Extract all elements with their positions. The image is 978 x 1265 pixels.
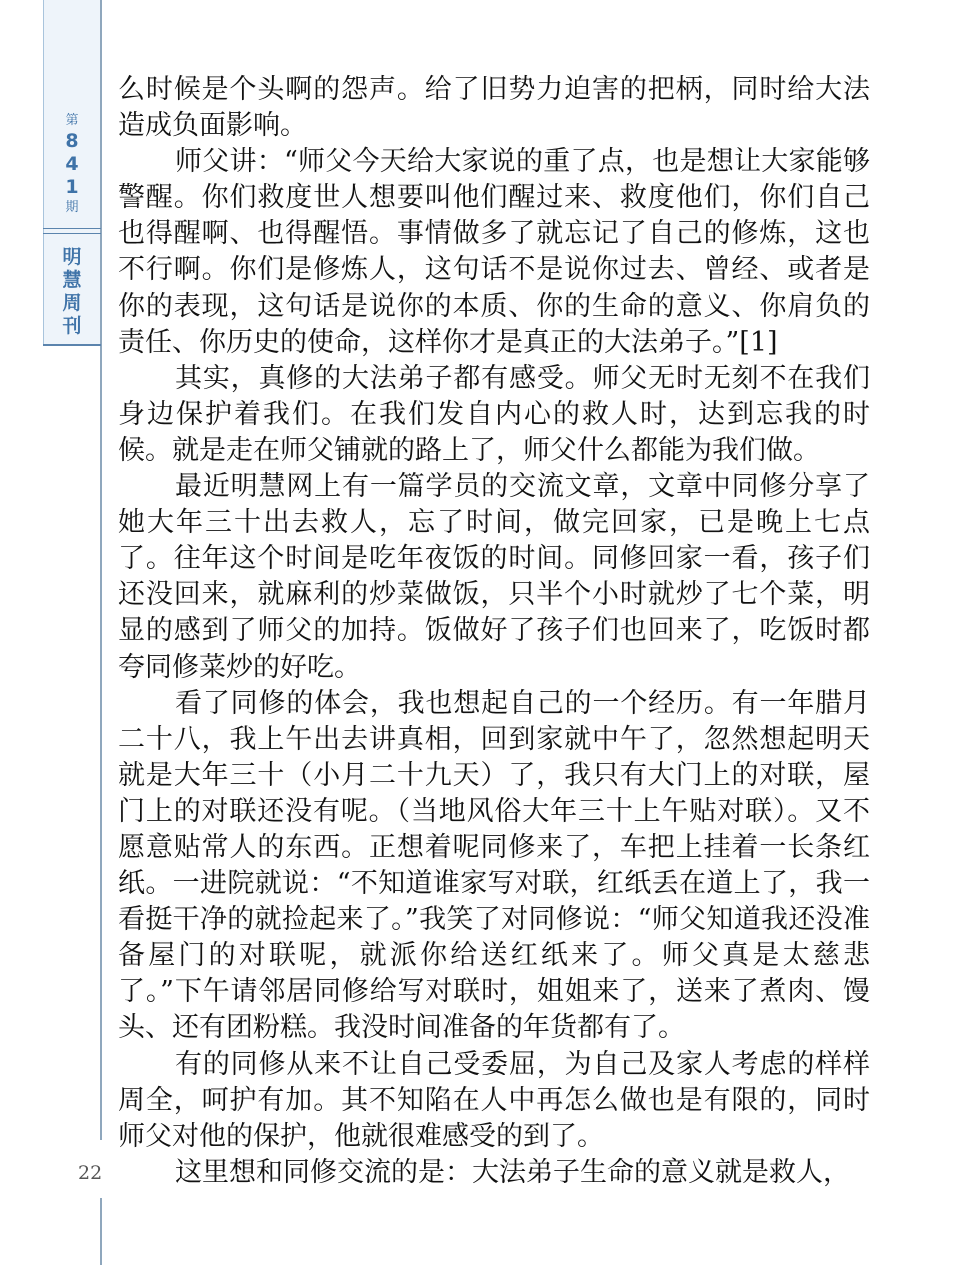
paragraph: 看了同修的体会，我也想起自己的一个经历。有一年腊月二十八，我上午出去讲真相，回到家就中午了，忽然想起明天就是大年三十（小月二十九天）了，我只有大门上的对联，屋门上的对联还没有呢。（当地风俗大年三十上午贴对联）。又不愿意贴常人的东西。正想着呢同修来了，车把上挂着一长条红纸。一进院就说：“不知道谁家写对联，红纸丢在道上了，我一看挺干净的就捡起来了。”我笑了对同修说：“师父知道我还没准备屋门的对联呢，就派你给送红纸来了。师父真是太慈悲了。”下午请邻居同修给写对联时，姐姐来了，送来了煮肉、馒头、还有团粉糕。我没时间准备的年货都有了。 [118,687,870,1044]
magazine-title-char: 刊 [62,315,82,337]
paragraph: 最近明慧网上有一篇学员的交流文章，文章中同修分享了她大年三十出去救人，忘了时间，做完回家，已是晚上七点了。往年这个时间是吃年夜饭的时间。同修回家一看，孩子们还没回来，就麻利的炒菜做饭，只半个小时就炒了七个菜，明显的感到了师父的加持。饭做好了孩子们也回来了，吃饭时都夸同修菜炒的好吃。 [118,471,870,683]
magazine-title-char: 明 [62,246,82,268]
page-number: 22 [78,1162,103,1184]
paragraph: 有的同修从来不让自己受委屈，为自己及家人考虑的样样周全，呵护有加。其不知陷在人中再怎么做也是有限的，同时师父对他的保护，他就很难感受的到了。 [118,1048,870,1152]
issue-prefix: 第 [65,113,79,128]
issue-number [43,112,101,217]
side-tab-divider [43,228,101,234]
side-tab-bottom-rule [43,344,101,346]
magazine-title [43,246,101,338]
paragraph: 其实，真修的大法弟子都有感受。师父无时无刻不在我们身边保护着我们。在我们发自内心的救人时，达到忘我的时候。就是走在师父铺就的路上了，师父什么都能为我们做。 [118,362,870,466]
magazine-title-char: 周 [62,292,82,314]
paragraph: 这里想和同修交流的是：大法弟子生命的意义就是救人， [175,1156,850,1188]
margin-rule-bottom [100,1198,102,1265]
paragraph: 么时候是个头啊的怨声。给了旧势力迫害的把柄，同时给大法造成负面影响。 [118,74,870,142]
paragraph: 师父讲：“师父今天给大家说的重了点，也是想让大家能够警醒。你们救度世人想要叫他们醒过来、救度他们，你们自己也得醒啊、也得醒悟。事情做多了就忘记了自己的修炼，这也不行啊。你们是修炼人，这句话不是说你过去、曾经、或者是你的表现，这句话是说你的本质、你的生命的意义、你肩负的责任、你历史的使命，这样你才是真正的大法弟子。”[1] [118,146,870,358]
issue-digit: 8 [65,130,79,152]
issue-digit: 4 [65,153,79,175]
issue-suffix: 期 [65,200,79,215]
article-body [118,72,870,1191]
magazine-title-char: 慧 [62,269,82,291]
issue-digit: 1 [65,176,79,198]
